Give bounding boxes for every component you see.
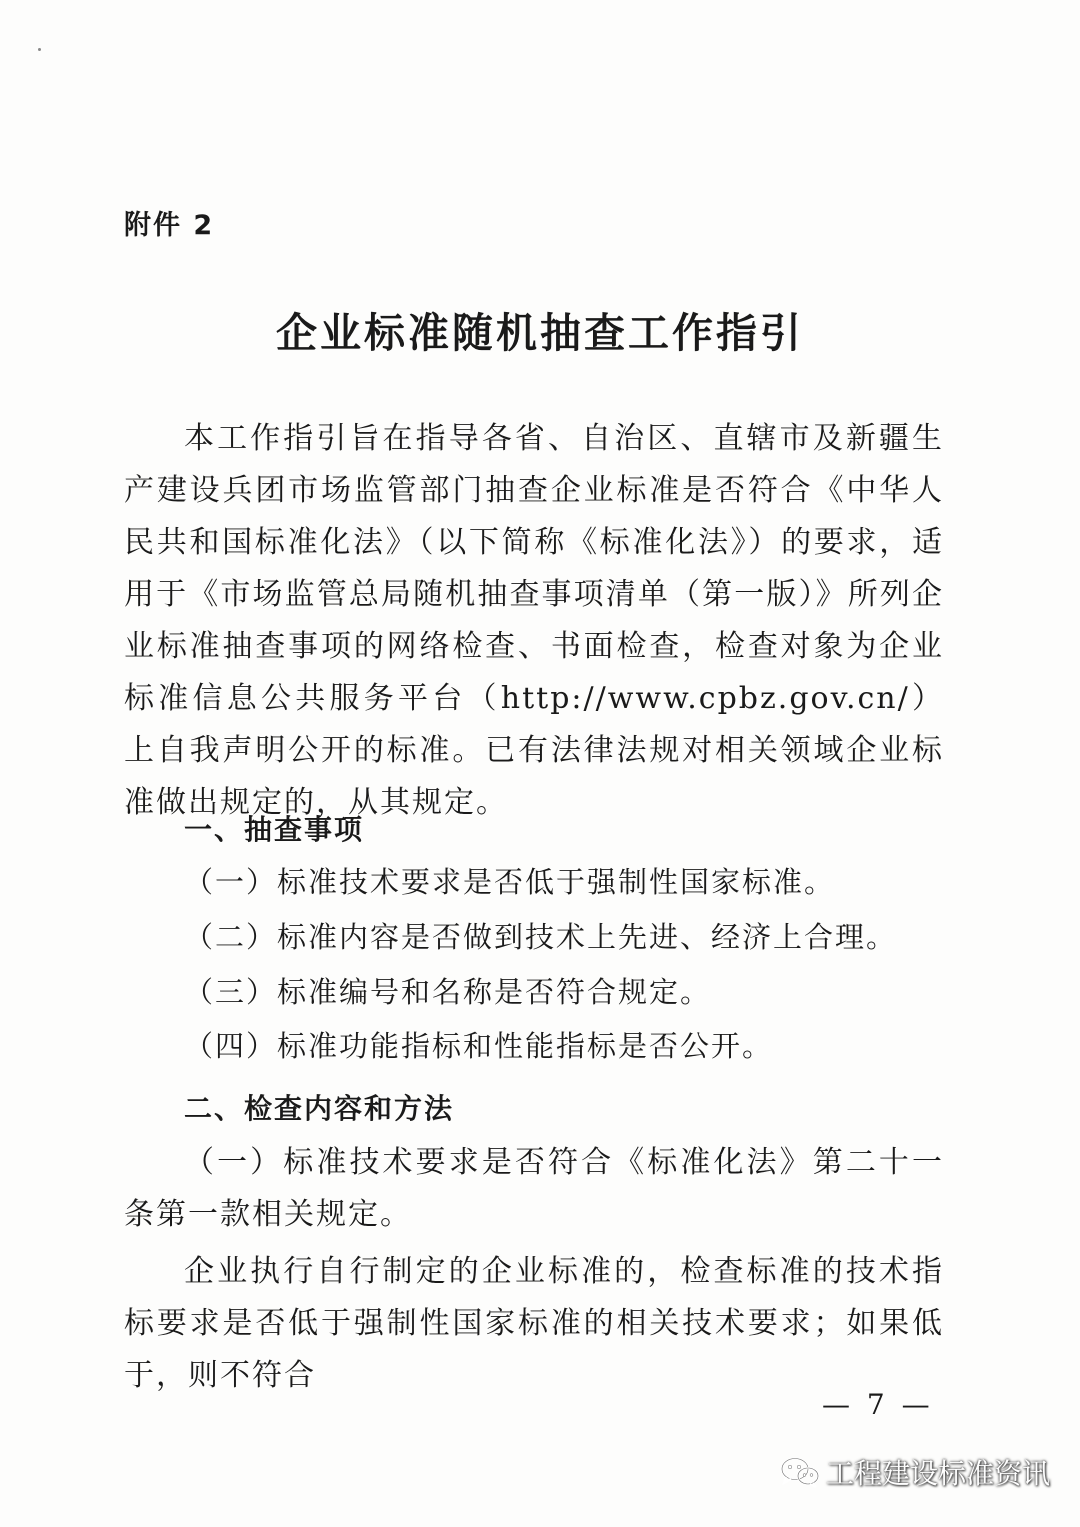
watermark-text: 工程建设标准资讯 bbox=[826, 1457, 1051, 1490]
wechat-watermark bbox=[780, 1452, 1050, 1492]
intro-paragraph: 本工作指引旨在指导各省、自治区、直辖市及新疆生产建设兵团市场监管部门抽查企业标准是否符合《中华人民共和国标准化法》（以下简称《标准化法》）的要求，适用于《市场监管总局随机抽查事项清单（第一版）》所列企业标准抽查事项的网络检查、书面检查，检查对象为企业标准信息公共服务平台（http://www.cpbz.gov.cn/）上自我声明公开的标准。已有法律法规对相关领域企业标准做出规定的，从其规定。 bbox=[124, 421, 944, 820]
section-heading-1: 一、抽查事项 bbox=[184, 813, 365, 846]
scan-speck bbox=[38, 48, 41, 51]
page-title: 企业标准随机抽查工作指引 bbox=[276, 309, 804, 357]
wechat-icon bbox=[780, 1456, 820, 1488]
attachment-label: 附件 2 bbox=[124, 210, 215, 241]
section-1-item-1: （一）标准技术要求是否低于强制性国家标准。 bbox=[184, 865, 836, 899]
section-2-item-1: （一）标准技术要求是否符合《标准化法》第二十一条第一款相关规定。 bbox=[124, 1145, 944, 1232]
section-2-paragraph: 企业执行自行制定的企业标准的，检查标准的技术指标要求是否低于强制性国家标准的相关技术要求；如果低于，则不符合 bbox=[124, 1254, 944, 1393]
section-1-item-3: （三）标准编号和名称是否符合规定。 bbox=[184, 975, 712, 1009]
section-1-item-4: （四）标准功能指标和性能指标是否公开。 bbox=[184, 1029, 774, 1063]
page-number: — 7 — bbox=[822, 1388, 934, 1421]
section-heading-2: 二、检查内容和方法 bbox=[184, 1092, 455, 1125]
section-1-item-2: （二）标准内容是否做到技术上先进、经济上合理。 bbox=[184, 920, 898, 954]
